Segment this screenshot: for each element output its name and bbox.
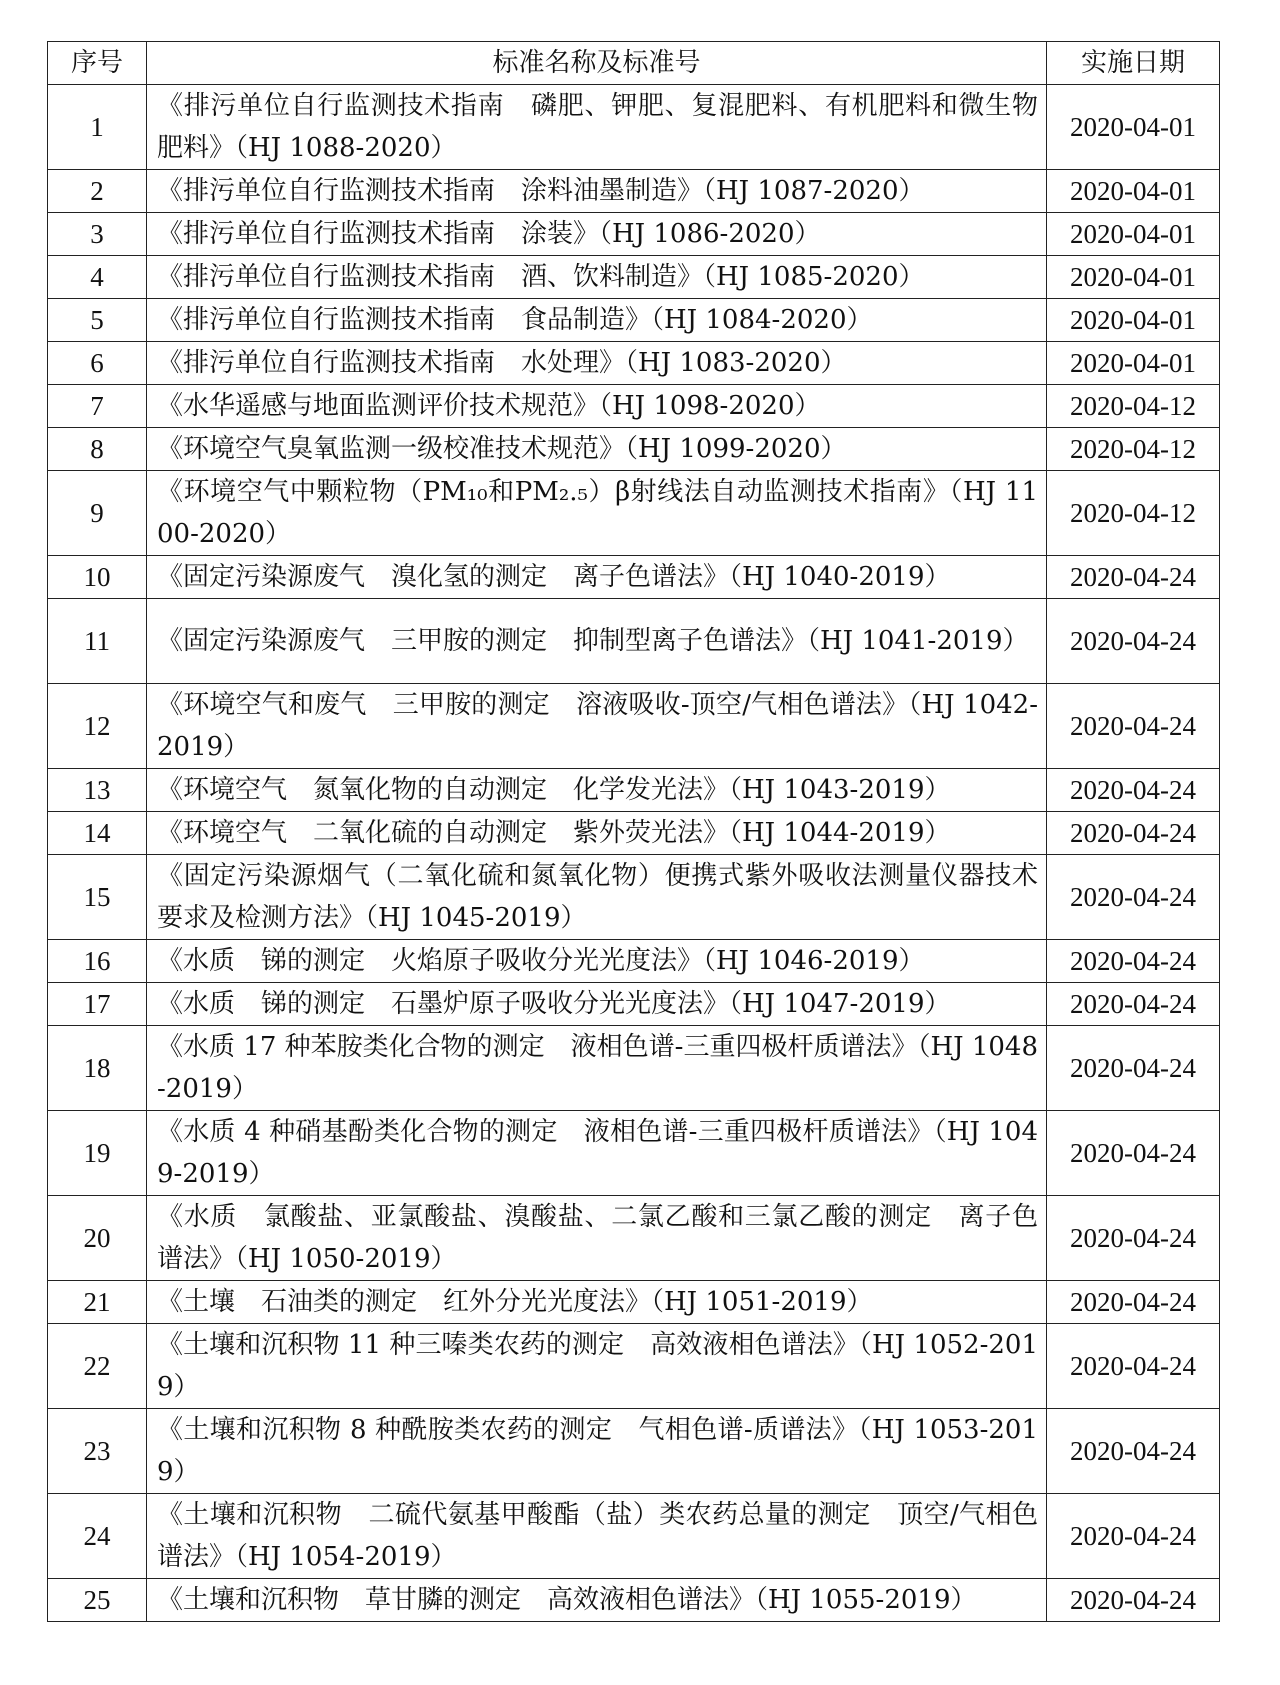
standard-name: 《环境空气中颗粒物（PM₁₀和PM₂.₅）β射线法自动监测技术指南》（HJ 1100-2020） [147,471,1047,556]
effective-date: 2020-04-12 [1047,428,1220,471]
standards-table [47,41,1220,1622]
row-number: 14 [48,812,147,855]
table-row [48,812,1220,855]
row-number: 24 [48,1494,147,1579]
table-row [48,1579,1220,1622]
header-effective-date: 实施日期 [1047,42,1220,85]
table-row [48,85,1220,170]
table-row [48,428,1220,471]
table-row [48,684,1220,769]
standard-name: 《水华遥感与地面监测评价技术规范》（HJ 1098-2020） [147,385,1047,428]
row-number: 13 [48,769,147,812]
table-row [48,769,1220,812]
row-number: 9 [48,471,147,556]
effective-date: 2020-04-24 [1047,855,1220,940]
effective-date: 2020-04-24 [1047,556,1220,599]
row-number: 5 [48,299,147,342]
standard-name: 《固定污染源废气 溴化氢的测定 离子色谱法》（HJ 1040-2019） [147,556,1047,599]
standard-name: 《排污单位自行监测技术指南 水处理》（HJ 1083-2020） [147,342,1047,385]
row-number: 10 [48,556,147,599]
table-row [48,342,1220,385]
row-number: 1 [48,85,147,170]
row-number: 11 [48,599,147,684]
table-row [48,1409,1220,1494]
row-number: 25 [48,1579,147,1622]
table-row [48,256,1220,299]
row-number: 7 [48,385,147,428]
effective-date: 2020-04-24 [1047,1324,1220,1409]
table-row [48,170,1220,213]
table-row [48,1111,1220,1196]
standard-name: 《排污单位自行监测技术指南 酒、饮料制造》（HJ 1085-2020） [147,256,1047,299]
effective-date: 2020-04-24 [1047,983,1220,1026]
row-number: 16 [48,940,147,983]
effective-date: 2020-04-24 [1047,1111,1220,1196]
effective-date: 2020-04-24 [1047,1026,1220,1111]
table-row [48,299,1220,342]
row-number: 19 [48,1111,147,1196]
row-number: 15 [48,855,147,940]
row-number: 4 [48,256,147,299]
document-page [47,41,1219,1622]
standard-name: 《排污单位自行监测技术指南 食品制造》（HJ 1084-2020） [147,299,1047,342]
standard-name: 《排污单位自行监测技术指南 涂装》（HJ 1086-2020） [147,213,1047,256]
standard-name: 《环境空气和废气 三甲胺的测定 溶液吸收-顶空/气相色谱法》（HJ 1042-2019） [147,684,1047,769]
standard-name: 《水质 17 种苯胺类化合物的测定 液相色谱-三重四极杆质谱法》（HJ 1048-2019） [147,1026,1047,1111]
standard-name: 《土壤和沉积物 11 种三嗪类农药的测定 高效液相色谱法》（HJ 1052-2019） [147,1324,1047,1409]
standard-name: 《土壤和沉积物 草甘膦的测定 高效液相色谱法》（HJ 1055-2019） [147,1579,1047,1622]
row-number: 17 [48,983,147,1026]
standard-name: 《土壤和沉积物 二硫代氨基甲酸酯（盐）类农药总量的测定 顶空/气相色谱法》（HJ 1054-2019） [147,1494,1047,1579]
table-row [48,213,1220,256]
standard-name: 《水质 锑的测定 火焰原子吸收分光光度法》（HJ 1046-2019） [147,940,1047,983]
table-row [48,556,1220,599]
effective-date: 2020-04-24 [1047,599,1220,684]
table-header-row [48,42,1220,85]
standard-name: 《固定污染源烟气（二氧化硫和氮氧化物）便携式紫外吸收法测量仪器技术要求及检测方法》（HJ 1045-2019） [147,855,1047,940]
row-number: 23 [48,1409,147,1494]
standard-name: 《固定污染源废气 三甲胺的测定 抑制型离子色谱法》（HJ 1041-2019） [147,599,1047,684]
header-standard-name: 标准名称及标准号 [147,42,1047,85]
table-row [48,983,1220,1026]
table-row [48,1281,1220,1324]
row-number: 18 [48,1026,147,1111]
effective-date: 2020-04-01 [1047,85,1220,170]
row-number: 21 [48,1281,147,1324]
effective-date: 2020-04-01 [1047,299,1220,342]
standard-name: 《排污单位自行监测技术指南 磷肥、钾肥、复混肥料、有机肥料和微生物肥料》（HJ 1088-2020） [147,85,1047,170]
effective-date: 2020-04-24 [1047,1196,1220,1281]
standard-name: 《环境空气臭氧监测一级校准技术规范》（HJ 1099-2020） [147,428,1047,471]
table-row [48,1026,1220,1111]
effective-date: 2020-04-24 [1047,769,1220,812]
standard-name: 《水质 氯酸盐、亚氯酸盐、溴酸盐、二氯乙酸和三氯乙酸的测定 离子色谱法》（HJ 1050-2019） [147,1196,1047,1281]
standard-name: 《排污单位自行监测技术指南 涂料油墨制造》（HJ 1087-2020） [147,170,1047,213]
standard-name: 《环境空气 二氧化硫的自动测定 紫外荧光法》（HJ 1044-2019） [147,812,1047,855]
header-number: 序号 [48,42,147,85]
table-row [48,1324,1220,1409]
effective-date: 2020-04-24 [1047,1409,1220,1494]
standard-name: 《土壤和沉积物 8 种酰胺类农药的测定 气相色谱-质谱法》（HJ 1053-2019） [147,1409,1047,1494]
table-row [48,855,1220,940]
table-row [48,471,1220,556]
effective-date: 2020-04-01 [1047,213,1220,256]
standard-name: 《水质 4 种硝基酚类化合物的测定 液相色谱-三重四极杆质谱法》（HJ 1049-2019） [147,1111,1047,1196]
effective-date: 2020-04-24 [1047,1494,1220,1579]
row-number: 12 [48,684,147,769]
effective-date: 2020-04-24 [1047,684,1220,769]
table-row [48,1494,1220,1579]
row-number: 6 [48,342,147,385]
effective-date: 2020-04-24 [1047,812,1220,855]
table-row [48,940,1220,983]
row-number: 8 [48,428,147,471]
row-number: 20 [48,1196,147,1281]
row-number: 22 [48,1324,147,1409]
standard-name: 《环境空气 氮氧化物的自动测定 化学发光法》（HJ 1043-2019） [147,769,1047,812]
table-row [48,1196,1220,1281]
standard-name: 《土壤 石油类的测定 红外分光光度法》（HJ 1051-2019） [147,1281,1047,1324]
effective-date: 2020-04-24 [1047,1579,1220,1622]
table-row [48,385,1220,428]
effective-date: 2020-04-12 [1047,471,1220,556]
table-row [48,599,1220,684]
effective-date: 2020-04-01 [1047,170,1220,213]
standard-name: 《水质 锑的测定 石墨炉原子吸收分光光度法》（HJ 1047-2019） [147,983,1047,1026]
effective-date: 2020-04-01 [1047,342,1220,385]
effective-date: 2020-04-24 [1047,940,1220,983]
effective-date: 2020-04-24 [1047,1281,1220,1324]
effective-date: 2020-04-12 [1047,385,1220,428]
row-number: 3 [48,213,147,256]
row-number: 2 [48,170,147,213]
effective-date: 2020-04-01 [1047,256,1220,299]
